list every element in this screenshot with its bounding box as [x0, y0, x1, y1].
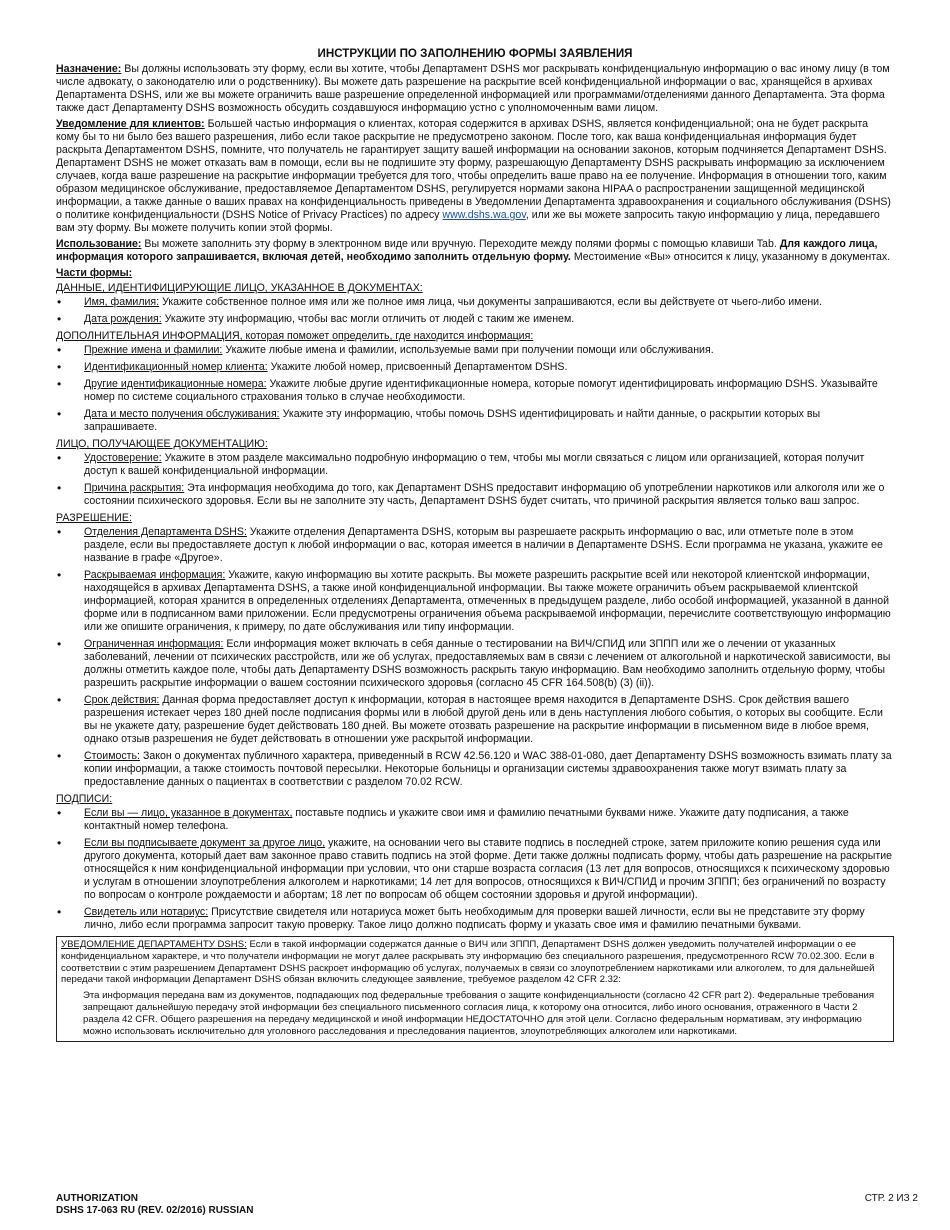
list-item — [56, 482, 894, 508]
item-text: укажите, на основании чего вы ставите подпись в последней строке, затем приложите копию решения суда или другого документа, который дает вам законное право ставить подпись на этой форме. Дети также должны подписать форму, чтобы дать разрешение на раскрытие относящейся к ним конфиденциальной информации при условии, что они старше возраста согласия (13 лет для вопросов, относящихся к психическому здоровью и услугам в отношении злоупотребления алкоголем и наркотиками; 14 лет для вопросов, относящихся к ВИЧ/СПИД и прочим ЗППП; без ограничений по возрасту по вопросам о контроле рождаемости и абортам; 18 лет по вопросам об общем состоянии здоровья и другой информации). — [84, 837, 893, 901]
usage-label: Использование: — [56, 238, 142, 250]
page-number: СТР. 2 ИЗ 2 — [864, 1193, 918, 1204]
list-item — [56, 750, 894, 789]
list-item — [56, 526, 894, 565]
purpose-paragraph — [56, 63, 894, 115]
list-item — [56, 408, 894, 434]
parts-heading: Части формы: — [56, 267, 133, 279]
list-item — [56, 906, 894, 932]
purpose-label: Назначение: — [56, 63, 122, 75]
item-term: Дата и место получения обслуживания: — [84, 408, 280, 420]
dshs-website-link[interactable]: www.dshs.wa.gov — [442, 209, 526, 221]
item-term: Дата рождения: — [84, 313, 162, 325]
usage-text: Вы можете заполнить эту форму в электронном виде или вручную. Переходите между полями формы с помощью клавиши Tab. — [144, 238, 777, 250]
item-text: Укажите в этом разделе максимально подробную информацию о тем, чтобы мы могли связаться с лицом или организацией, которая получит доступ к вашей конфиденциальной информации. — [84, 452, 865, 477]
document-page — [56, 47, 894, 1042]
item-term: Ограниченная информация: — [84, 638, 224, 650]
page-footer — [56, 1193, 918, 1217]
item-text: Присутствие свидетеля или нотариуса может быть необходимым для проверки вашей личности, если вы не представите эту форму лично, либо если программа запросит такую проверку. Такое лицо должно подписать форму и указать свое имя и фамилию печатными буквами. — [84, 906, 865, 931]
section-heading-identifying: ДАННЫЕ, ИДЕНТИФИЦИРУЮЩИЕ ЛИЦО, УКАЗАННОЕ В ДОКУМЕНТАХ: — [56, 282, 423, 294]
item-text: Эта информация необходима до того, как Департамент DSHS предоставит информацию об употреблении наркотиков или алкоголя или же о состоянии психического здоровья. Если вы не заполните эту часть, Департамент DSHS будет считать, что причиной раскрытия является только ваш запрос. — [84, 482, 885, 507]
item-text: поставьте подпись и укажите свои имя и фамилию печатными буквами ниже. Укажите дату подписания, а также контактный номер телефона. — [84, 807, 849, 832]
item-text: Укажите эту информацию, чтобы помочь DSHS идентифицировать и найти данные, о раскрытии которых вы запрашиваете. — [84, 408, 821, 433]
item-term: Причина раскрытия: — [84, 482, 185, 494]
dshs-notice-box — [56, 936, 894, 1042]
item-term: Свидетель или нотариус: — [84, 906, 209, 918]
client-notice-paragraph — [56, 118, 894, 235]
usage-bold-text: Для каждого лица, информация которого запрашивается, включая детей, необходимо заполнить отдельную форму. — [56, 238, 878, 263]
usage-text-after: Местоимение «Вы» относится к лицу, указанному в документах. — [573, 251, 891, 263]
list-item — [56, 344, 894, 357]
list-item — [56, 361, 894, 374]
item-text: Закон о документах публичного характера, приведенный в RCW 42.56.120 и WAC 388-01-080, дает Департаменту DSHS возможность взимать плату за копии информации, а также стоимость почтовой пересылки. Некоторые больницы и организации системы здравоохранения также могут взимать плату за предоставление данных о пациентах в соответствии с разделом 70.02 RCW. — [84, 750, 892, 788]
additional-list — [56, 344, 894, 434]
client-notice-text: Большей частью информация о клиентах, которая содержится в архивах DSHS, является конфиденциальной; она не будет раскрыта кому бы то ни было без вашего разрешения, либо если такое раскрытие не предусмотрено законом. После того, как ваша конфиденциальная информация будет раскрыта Департаментом DSHS, помните, что получатель не гарантирует защиту вашей информации на основании законов, которым подчиняется Департамент DSHS. Департамент DSHS не может отказать вам в помощи, если вы не подпишите эту форму, разрешающую Департаменту DSHS раскрывать информацию за исключением случаев, когда ваше разрешение на раскрытие информации требуется для того, чтобы определить ваше право на ее получение. Информация в отношении того, каким образом медицинское обслуживание, предоставляемое Департаментом DSHS, регулируется нормами закона HIPAA о распространении защищенной медицинской информации, а также данные о ваших правах на конфиденциальность приведены в Уведомлении Департамента здравоохранения и социального обслуживания (DSHS) о политике конфиденциальности (DSHS Notice of Privacy Practices) по адресу — [56, 118, 891, 221]
recipient-list — [56, 452, 894, 508]
section-heading-signatures: ПОДПИСИ: — [56, 793, 113, 805]
item-text: Если информация может включать в себя данные о тестировании на ВИЧ/СПИД или ЗППП или же о лечении от указанных заболеваний, лечении от психических расстройств, или же об услугах, предоставляемых вам в связи с лечением от алкогольной и наркотической зависимости, вы должны отметить каждое поле, чтобы дать Департаменту DSHS возможность раскрыть такую информацию. Вам необходимо заполнить отдельную форму, чтобы разрешить раскрытие информации о вашем состоянии психического здоровья (согласно 45 CFR 164.508(b) (3) (ii)). — [84, 638, 891, 689]
list-item — [56, 638, 894, 690]
identifying-list — [56, 296, 894, 326]
item-text: Укажите любой номер, присвоенный Департаментом DSHS. — [270, 361, 568, 373]
section-heading-additional: ДОПОЛНИТЕЛЬНАЯ ИНФОРМАЦИЯ, которая поможет определить, где находится информация: — [56, 330, 534, 342]
item-term: Отделения Департамента DSHS: — [84, 526, 247, 538]
client-notice-text-after: , или же вы можете запросить такую информацию у лица, передавшего вам эту форму. Вы можете получить копии этой формы. — [56, 209, 880, 234]
list-item — [56, 452, 894, 478]
purpose-text: Вы должны использовать эту форму, если вы хотите, чтобы Департамент DSHS мог раскрывать конфиденциальную информацию о вас иному лицу (в том числе адвокату, о законодателю или о родственнику). Вы можете дать разрешение на раскрытие всей конфиденциальной информации о вас, хранящейся в архивах Департамента DSHS, или же вы можете ограничить ваше разрешение определенной информацией или программами/отделениями данного Департамента. Эта форма также даст Департаменту DSHS возможность обсудить создавшуюся информацию устно с уполномоченным вами лицом. — [56, 63, 890, 114]
item-text: Укажите любые другие идентификационные номера, которые помогут идентифицировать информацию DSHS. Указывайте номер по системе социального страхования только в случае необходимости. — [84, 378, 878, 403]
item-text: Укажите собственное полное имя или же полное имя лица, чьи документы запрашиваются, если вы действуете от чьего-либо имени. — [162, 296, 823, 308]
item-term: Срок действия: — [84, 694, 160, 706]
footer-form-number: DSHS 17-063 RU (REV. 02/2016) RUSSIAN — [56, 1205, 254, 1216]
section-heading-permission: РАЗРЕШЕНИЕ: — [56, 512, 132, 524]
item-term: Имя, фамилия: — [84, 296, 160, 308]
dshs-notice-label: УВЕДОМЛЕНИЕ ДЕПАРТАМЕНТУ DSHS: — [61, 939, 247, 950]
usage-paragraph — [56, 238, 894, 264]
item-text: Укажите отделения Департамента DSHS, которым вы разрешаете раскрыть информацию о вас, или отметьте поле в этом разделе, если вы предоставляете доступ к любой информации о вас, которая имеется в наличии в Департаменте DSHS. Если программа не указана, укажите ее название в графе «Другое». — [84, 526, 883, 564]
list-item — [56, 296, 894, 309]
list-item — [56, 569, 894, 634]
item-term: Если вы подписываете документ за другое лицо, — [84, 837, 326, 849]
list-item — [56, 807, 894, 833]
dshs-notice-text: Если в такой информации содержатся данные о ВИЧ или ЗППП, Департамент DSHS должен уведомить получателей информации о ее конфиденциальном характере, и что получатели информации не могут далее раскрывать эту информацию без специального разрешения, предусмотренного RCW 70.02.300. Если в соответствии с этим разрешением Департамент DSHS раскроет информацию об услугах, получаемых в связи со злоупотреблением наркотиками или алкоголем, то для дальнейшей передачи такой информации Департамент DSHS обязан включить следующее заявление, требуемое разделом 42 CFR 2.32: — [61, 939, 875, 986]
footer-form-title: AUTHORIZATION — [56, 1193, 139, 1204]
item-text: Укажите любые имена и фамилии, используемые вами при получении помощи или обслуживания. — [225, 344, 714, 356]
item-term: Удостоверение: — [84, 452, 162, 464]
page-title: ИНСТРУКЦИИ ПО ЗАПОЛНЕНИЮ ФОРМЫ ЗАЯВЛЕНИЯ — [317, 47, 633, 60]
dshs-notice-paragraph — [61, 939, 889, 986]
item-term: Идентификационный номер клиента: — [84, 361, 268, 373]
list-item — [56, 378, 894, 404]
list-item — [56, 837, 894, 902]
list-item — [56, 313, 894, 326]
permission-list — [56, 526, 894, 789]
item-text: Укажите эту информацию, чтобы вас могли отличить от людей с таким же именем. — [164, 313, 575, 325]
item-term: Другие идентификационные номера: — [84, 378, 267, 390]
client-notice-label: Уведомление для клиентов: — [56, 118, 205, 130]
item-text: Данная форма предоставляет доступ к информации, которая в настоящее время находится в Департаменте DSHS. Срок действия вашего разрешения истекает через 180 дней после подписания формы или в любой другой день или в день наступления любого события, о которых вы сообщите. Если вы не укажете дату, разрешение будет действовать 180 дней. Вы можете отозвать разрешение на раскрытие информации в письменном виде в любое время, однако отзыв разрешения не будет действовать в отношении уже раскрытой информации. — [84, 694, 883, 745]
item-term: Прежние имена и фамилии: — [84, 344, 223, 356]
item-text: Укажите, какую информацию вы хотите раскрыть. Вы можете разрешить раскрытие всей или некоторой клиентской информации, находящейся в архивах Департамента DSHS, а также иной конфиденциальной информации. Вы также можете ограничить объем раскрываемой клиентской информацией, которая хранится в определенных отделениях Департамента, отмеченных в предыдущем разделе, либо особой информацией, указанной в данной форме или в подписанном вами приложении. Если предусмотрены ограничения объема раскрываемой информации, перечислите соответствующую информацию или же опишите ограничения, к примеру, по дате обслуживания или типу информации. — [84, 569, 891, 633]
signatures-list — [56, 807, 894, 932]
list-item — [56, 694, 894, 746]
dshs-notice-quote: Эта информация передана вам из документов, подпадающих под федеральные требования о защите конфиденциальности (согласно 42 CFR part 2). Федеральные требования запрещают дальнейшую передачу этой информации без специального письменного согласия лица, к которому она относится, либо иного основания, отраженного в Части 2 раздела 42 CFR. Общего разрешения на передачу медицинской и иной информации НЕДОСТАТОЧНО для этой цели. Согласно федеральным нормативам, эту информацию можно использовать исключительно для уголовного расследования и преследования пациентов, злоупотребляющих алкоголем или наркотиками. — [83, 990, 875, 1037]
item-term: Стоимость: — [84, 750, 140, 762]
section-heading-recipient: ЛИЦО, ПОЛУЧАЮЩЕЕ ДОКУМЕНТАЦИЮ: — [56, 438, 268, 450]
item-term: Если вы — лицо, указанное в документах, — [84, 807, 293, 819]
item-term: Раскрываемая информация: — [84, 569, 226, 581]
